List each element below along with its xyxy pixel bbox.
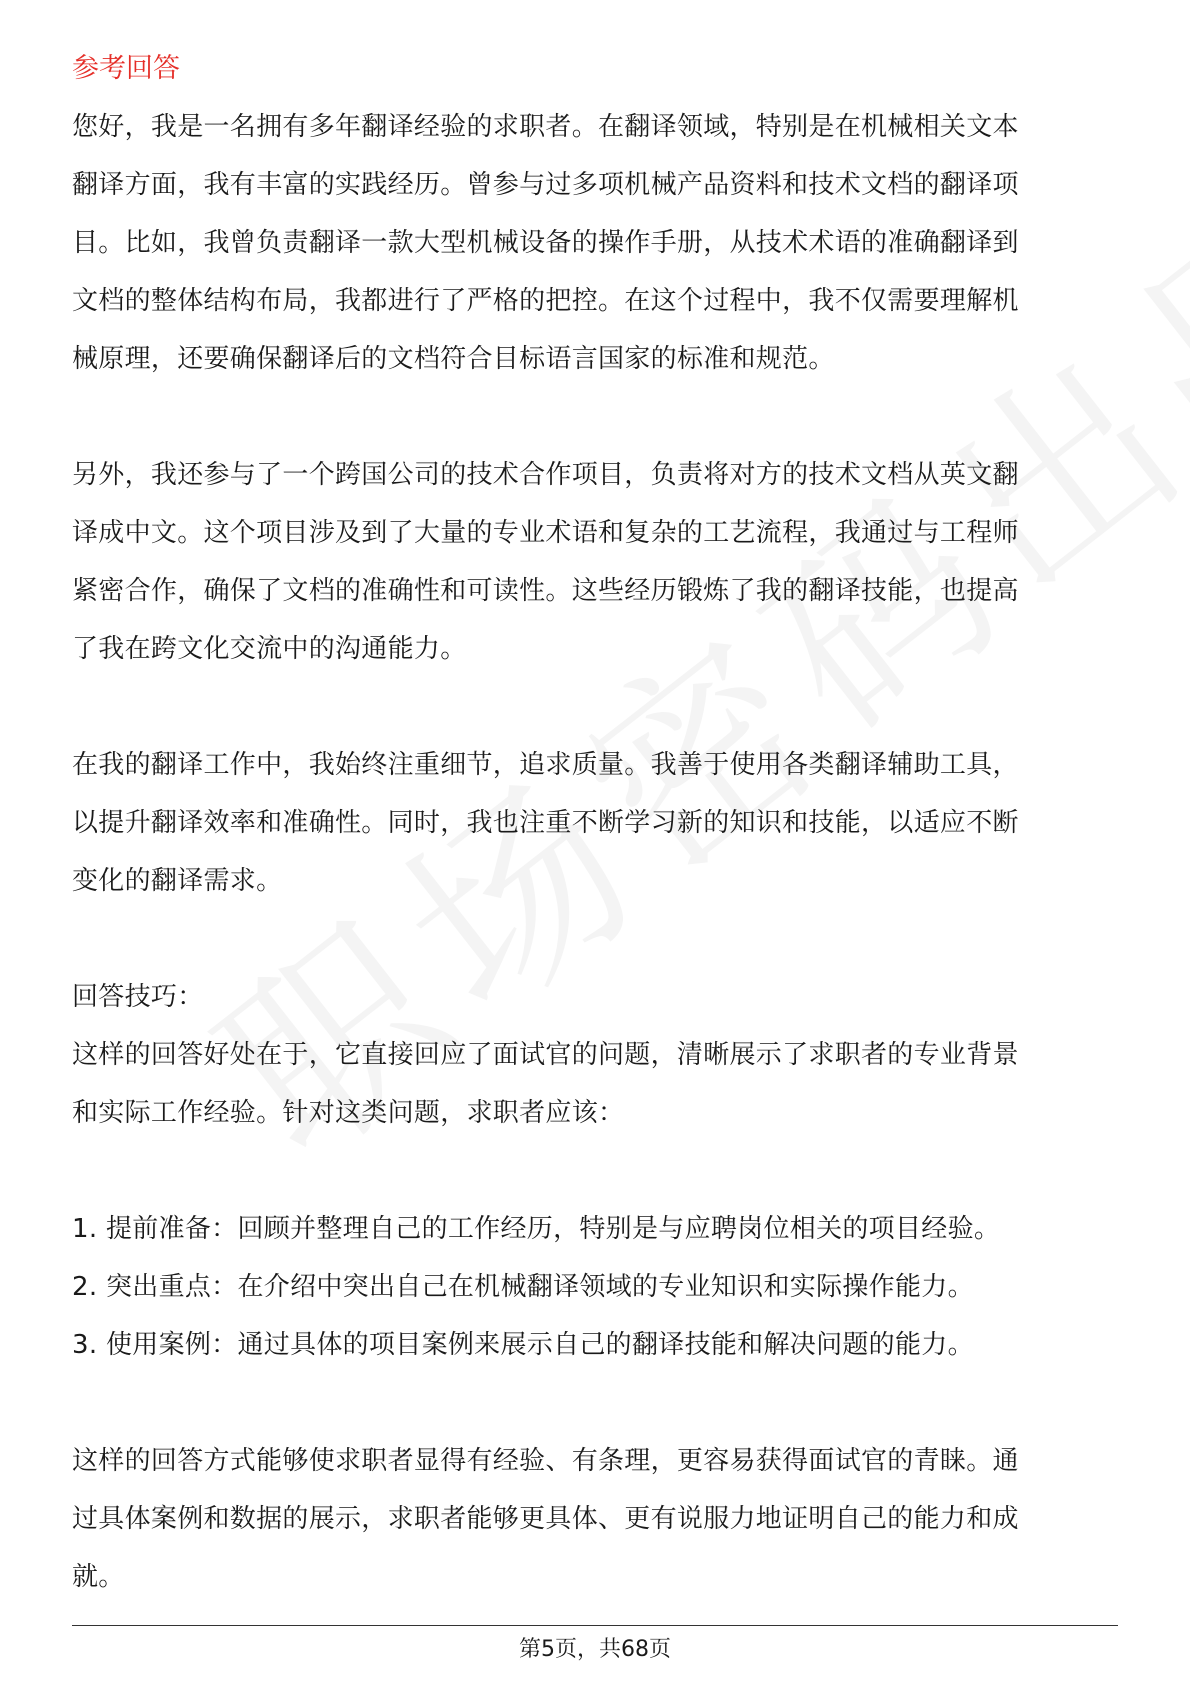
footer-divider xyxy=(72,1625,1118,1626)
paragraph-line: 了我在跨文化交流中的沟通能力。 xyxy=(72,634,467,664)
tips-list xyxy=(72,1200,1118,1374)
paragraph-intro xyxy=(72,98,1118,388)
list-item: 3. 使用案例：通过具体的项目案例来展示自己的翻译技能和解决问题的能力。 xyxy=(72,1330,974,1360)
paragraph-line: 过具体案例和数据的展示，求职者能够更具体、更有说服力地证明自己的能力和成 xyxy=(72,1504,1019,1534)
tips-heading: 回答技巧： xyxy=(72,982,204,1012)
paragraph-tips-intro xyxy=(72,1026,1118,1142)
paragraph-line: 在我的翻译工作中，我始终注重细节，追求质量。我善于使用各类翻译辅助工具， xyxy=(72,750,1019,780)
paragraph-spacer xyxy=(72,678,1118,736)
paragraph-line: 和实际工作经验。针对这类问题，求职者应该： xyxy=(72,1098,625,1128)
paragraph-spacer xyxy=(72,1374,1118,1432)
paragraph-spacer xyxy=(72,910,1118,968)
paragraph-spacer xyxy=(72,388,1118,446)
paragraph-line: 这样的回答好处在于，它直接回应了面试官的问题，清晰展示了求职者的专业背景 xyxy=(72,1040,1019,1070)
paragraph-line: 变化的翻译需求。 xyxy=(72,866,283,896)
page-content xyxy=(72,40,1118,1606)
paragraph-line: 文档的整体结构布局，我都进行了严格的把控。在这个过程中，我不仅需要理解机 xyxy=(72,286,1019,316)
paragraph-project xyxy=(72,446,1118,678)
paragraph-line: 以提升翻译效率和准确性。同时，我也注重不断学习新的知识和技能，以适应不断 xyxy=(72,808,1019,838)
paragraph-line: 翻译方面，我有丰富的实践经历。曾参与过多项机械产品资料和技术文档的翻译项 xyxy=(72,170,1019,200)
section-title: 参考回答 xyxy=(72,53,180,84)
paragraph-line: 译成中文。这个项目涉及到了大量的专业术语和复杂的工艺流程，我通过与工程师 xyxy=(72,518,1019,548)
paragraph-line: 紧密合作，确保了文档的准确性和可读性。这些经历锻炼了我的翻译技能，也提高 xyxy=(72,576,1019,606)
paragraph-line: 这样的回答方式能够使求职者显得有经验、有条理，更容易获得面试官的青睐。通 xyxy=(72,1446,1019,1476)
page-number: 第5页，共68页 xyxy=(519,1637,671,1662)
paragraph-line: 械原理，还要确保翻译后的文档符合目标语言国家的标准和规范。 xyxy=(72,344,835,374)
paragraph-line: 另外，我还参与了一个跨国公司的技术合作项目，负责将对方的技术文档从英文翻 xyxy=(72,460,1019,490)
paragraph-line: 您好，我是一名拥有多年翻译经验的求职者。在翻译领域，特别是在机械相关文本 xyxy=(72,112,1019,142)
list-item: 1. 提前准备：回顾并整理自己的工作经历，特别是与应聘岗位相关的项目经验。 xyxy=(72,1214,1001,1244)
paragraph-work-style xyxy=(72,736,1118,910)
paragraph-spacer xyxy=(72,1142,1118,1200)
paragraph-closing xyxy=(72,1432,1118,1606)
paragraph-line: 就。 xyxy=(72,1562,125,1592)
list-item: 2. 突出重点：在介绍中突出自己在机械翻译领域的专业知识和实际操作能力。 xyxy=(72,1272,974,1302)
paragraph-line: 目。比如，我曾负责翻译一款大型机械设备的操作手册，从技术术语的准确翻译到 xyxy=(72,228,1019,258)
